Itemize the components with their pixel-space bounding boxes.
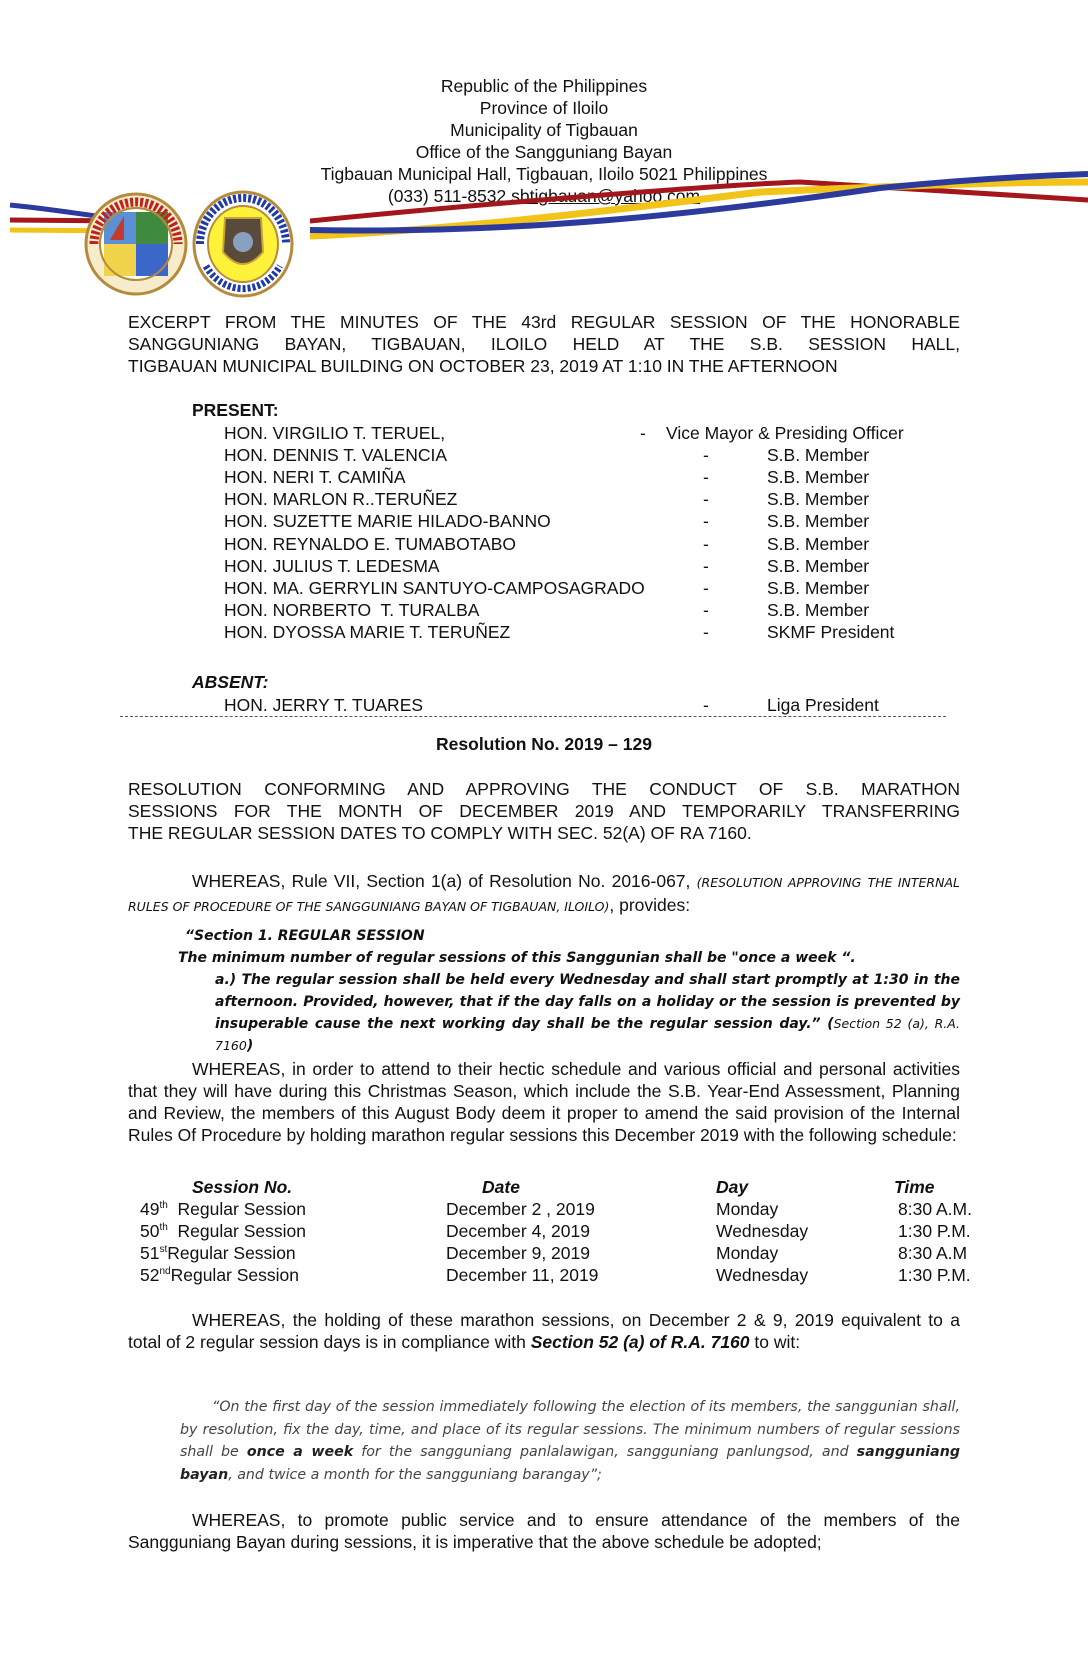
schedule-day: Monday	[716, 1243, 779, 1263]
attendance-row	[0, 533, 1088, 555]
excerpt-header	[128, 311, 960, 377]
session-label: Regular Session	[167, 1243, 296, 1263]
schedule-day: Monday	[716, 1199, 779, 1219]
schedule-session	[140, 1264, 424, 1286]
schedule-row	[140, 1242, 972, 1264]
whereas-rule-vii-ref-open: (RESOLUTION APPROVING	[696, 875, 862, 890]
schedule-header-session: Session No.	[192, 1177, 293, 1197]
member-name: HON. NORBERTO T. TURALBA	[224, 600, 480, 620]
session-label: Regular Session	[170, 1265, 299, 1285]
attendance-row	[0, 466, 1088, 488]
schedule-time: 8:30 A.M.	[898, 1199, 972, 1219]
member-name: HON. JERRY T. TUARES	[224, 695, 424, 715]
member-name: HON. REYNALDO E. TUMABOTABO	[224, 534, 517, 554]
schedule-day: Wednesday	[716, 1221, 809, 1241]
schedule-day: Wednesday	[716, 1265, 809, 1285]
separator-dash: -	[703, 445, 709, 465]
letterhead-municipality: Municipality of Tigbauan	[450, 120, 638, 140]
section-quote-minimum: The minimum number of regular sessions of this Sanggunian shall be "once a week “.	[178, 950, 856, 966]
member-position: S.B. Member	[767, 445, 870, 465]
section-quote-heading: “Section 1. REGULAR SESSION	[185, 928, 425, 944]
member-position: Vice Mayor & Presiding Officer	[666, 423, 904, 443]
separator-dash: -	[703, 556, 709, 576]
resolution-title-line-2: SESSIONS FOR THE MONTH OF DECEMBER 2019 AND TEMPORARILY TRANSFERRING	[128, 801, 960, 821]
citation-paren-close: )	[246, 1038, 254, 1054]
session-ordinal-suffix: th	[159, 1222, 168, 1233]
whereas-compliance-ref: Section 52 (a) of R.A. 7160	[530, 1332, 750, 1352]
member-name: HON. DYOSSA MARIE T. TERUÑEZ	[224, 622, 511, 642]
attendance-row	[0, 577, 1088, 599]
ra7160-quote-bold1: once a week	[246, 1444, 354, 1460]
member-name: HON. MA. GERRYLIN SANTUYO-CAMPOSAGRADO	[224, 578, 645, 598]
member-name: HON. NERI T. CAMIÑA	[224, 467, 406, 487]
letterhead-email-link[interactable]: sbtigbauan@yahoo.com	[511, 186, 701, 206]
member-name: HON. MARLON R..TERUÑEZ	[224, 489, 458, 509]
whereas-rule-vii-lead: WHEREAS, Rule VII, Section 1(a) of Resolution No. 2016-067,	[192, 871, 691, 891]
member-position: S.B. Member	[767, 578, 870, 598]
ra7160-quote-bold2: sangguniang bayan	[180, 1444, 960, 1483]
separator-dash: -	[703, 511, 709, 531]
resolution-title-line-1: RESOLUTION CONFORMING AND APPROVING THE CONDUCT OF S.B. MARATHON	[128, 779, 960, 799]
section-quote-item-a	[215, 969, 960, 1057]
whereas-rule-vii-tail: , provides:	[609, 895, 691, 915]
member-position: S.B. Member	[767, 556, 870, 576]
excerpt-line-1: EXCERPT FROM THE MINUTES OF THE 43rd REGULAR SESSION OF THE HONORABLE	[128, 312, 960, 332]
excerpt-line-2: SANGGUNIANG BAYAN, TIGBAUAN, ILOILO HELD AT THE S.B. SESSION HALL,	[128, 334, 960, 354]
session-ordinal-suffix: th	[159, 1200, 168, 1211]
whereas-rule-vii-ref: THE INTERNAL RULES OF PROCEDURE OF THE SANGGUNIANG BAYAN OF TIGBAUAN, ILOILO)	[128, 875, 960, 914]
schedule-row	[140, 1220, 972, 1242]
member-position: S.B. Member	[767, 489, 870, 509]
attendance-row-absent	[0, 694, 1088, 716]
ra7160-quote-part3: , and twice a month for the sangguniang barangay”;	[228, 1466, 602, 1483]
attendance-row	[0, 621, 1088, 643]
member-name: HON. VIRGILIO T. TERUEL,	[224, 423, 446, 443]
letterhead-office: Office of the Sangguniang Bayan	[415, 142, 673, 162]
letterhead-province: Province of Iloilo	[479, 98, 609, 118]
ra7160-quote	[180, 1396, 960, 1486]
ra7160-quote-part2: for the sangguniang panlalawigan, sangguniang panlungsod, and	[353, 1444, 857, 1460]
whereas-christmas-schedule: WHEREAS, in order to attend to their hectic schedule and various official and personal activities that they will have during this Christmas Season, which include the S.B. Year-End Assessment, Planning and Review, the members of this August Body deem it proper to amend the said provision of the Internal Rules Of Procedure by holding marathon regular sessions this December 2019 with the following schedule:	[128, 1059, 960, 1145]
attendance-row	[0, 510, 1088, 532]
schedule-row	[140, 1264, 972, 1286]
schedule-row	[140, 1198, 972, 1220]
session-label: Regular Session	[177, 1221, 306, 1241]
session-ordinal-suffix: nd	[159, 1266, 171, 1277]
schedule-header-time: Time	[894, 1177, 935, 1197]
session-schedule-table	[140, 1176, 972, 1286]
member-position: S.B. Member	[767, 534, 870, 554]
session-label: Regular Session	[177, 1199, 306, 1219]
letterhead-country: Republic of the Philippines	[440, 76, 648, 96]
attendance-row	[0, 555, 1088, 577]
member-name: HON. SUZETTE MARIE HILADO-BANNO	[224, 511, 551, 531]
absent-label: ABSENT:	[192, 672, 269, 692]
schedule-time: 8:30 A.M	[898, 1243, 968, 1263]
member-position: S.B. Member	[767, 511, 870, 531]
resolution-title-line-3: THE REGULAR SESSION DATES TO COMPLY WITH SEC. 52(A) OF RA 7160.	[128, 823, 752, 843]
resolution-title	[128, 778, 960, 844]
sangguniang-bayan-seal-icon	[192, 190, 294, 298]
section-quote-citation: Section 52 (a), R.A. 7160	[215, 1016, 961, 1053]
schedule-session	[140, 1242, 424, 1264]
member-position: S.B. Member	[767, 467, 870, 487]
schedule-date: December 4, 2019	[446, 1221, 590, 1241]
session-ordinal-suffix: st	[159, 1244, 168, 1255]
member-position: Liga President	[767, 695, 879, 715]
letterhead-address: Tigbauan Municipal Hall, Tigbauan, Iloilo 5021 Philippines	[320, 164, 768, 184]
schedule-header-date: Date	[482, 1177, 520, 1197]
separator-dash: -	[703, 467, 709, 487]
attendance-row	[0, 599, 1088, 621]
schedule-session	[140, 1220, 424, 1242]
member-name: HON. JULIUS T. LEDESMA	[224, 556, 440, 576]
section-quote-item-a-text: a.) The regular session shall be held every Wednesday and shall start promptly at 1:30 in the afternoon. Provided, however, that if the day falls on a holiday or the session is prevented by insuperable cause the next working day shall be the regular session day.”	[215, 972, 960, 1032]
separator-dash: -	[703, 489, 709, 509]
session-number: 52	[140, 1265, 160, 1285]
schedule-date: December 11, 2019	[446, 1265, 599, 1285]
separator-dash: -	[703, 534, 709, 554]
ra7160-quote-part1: “On the first day of the session immediately following the election of its members, the sanggunian shall, by resolution, fix the day, time, and place of its regular sessions. The minimum numbers of regular sessions shall be	[180, 1399, 960, 1460]
whereas-compliance-lead: WHEREAS, the holding of these marathon sessions, on December 2 & 9, 2019 equivalent to a total of 2 regular session days is in compliance with	[128, 1310, 960, 1352]
attendance-row	[0, 444, 1088, 466]
attendance-row	[0, 422, 1088, 444]
attendance-row	[0, 488, 1088, 510]
present-label: PRESENT:	[192, 400, 279, 420]
separator-dash: -	[703, 578, 709, 598]
resolution-number: Resolution No. 2019 – 129	[436, 734, 652, 754]
letterhead-phone: (033) 511-8532	[387, 186, 507, 206]
schedule-session	[140, 1198, 424, 1220]
whereas-rule-vii	[128, 870, 960, 918]
separator-dash: -	[640, 423, 646, 443]
schedule-header-row	[140, 1176, 972, 1198]
member-name: HON. DENNIS T. VALENCIA	[224, 445, 448, 465]
separator-dash: -	[703, 695, 709, 715]
citation-paren-open: (	[820, 1016, 834, 1032]
municipality-seal-icon	[84, 192, 188, 296]
schedule-date: December 2 , 2019	[446, 1199, 595, 1219]
whereas-compliance	[128, 1309, 960, 1353]
schedule-time: 1:30 P.M.	[898, 1265, 971, 1285]
member-position: SKMF President	[767, 622, 895, 642]
dashed-divider	[120, 716, 946, 717]
session-number: 51	[140, 1243, 160, 1263]
schedule-header-day: Day	[716, 1177, 749, 1197]
schedule-date: December 9, 2019	[446, 1243, 590, 1263]
session-number: 49	[140, 1199, 160, 1219]
whereas-compliance-tail: to wit:	[749, 1332, 801, 1352]
whereas-public-service: WHEREAS, to promote public service and to ensure attendance of the members of the Sangguniang Bayan during sessions, it is imperative that the above schedule be adopted;	[128, 1510, 960, 1552]
session-number: 50	[140, 1221, 160, 1241]
separator-dash: -	[703, 600, 709, 620]
member-position: S.B. Member	[767, 600, 870, 620]
separator-dash: -	[703, 622, 709, 642]
schedule-time: 1:30 P.M.	[898, 1221, 971, 1241]
excerpt-line-3: TIGBAUAN MUNICIPAL BUILDING ON OCTOBER 23, 2019 AT 1:10 IN THE AFTERNOON	[128, 356, 838, 376]
